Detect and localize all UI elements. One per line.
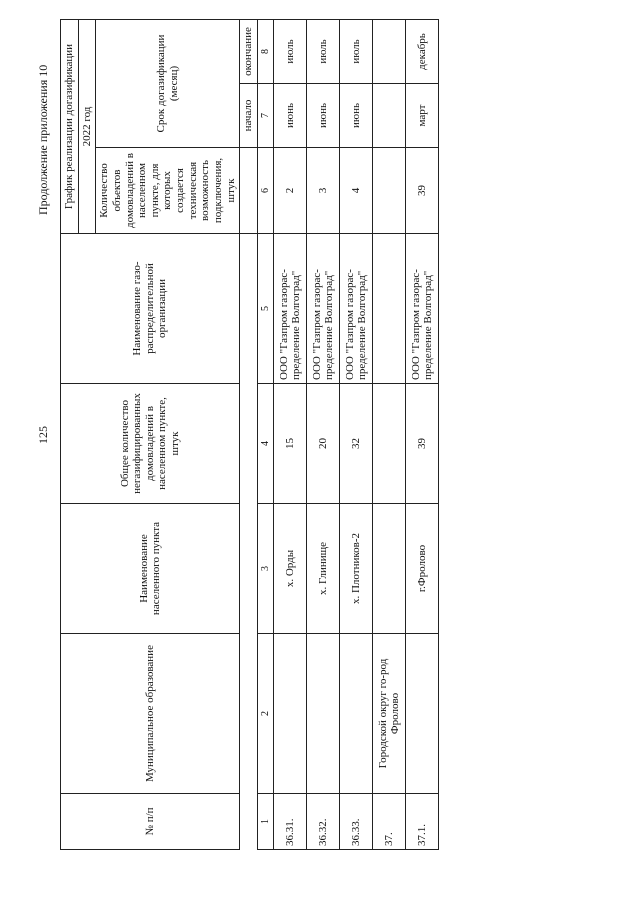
row-objects: 4 [340,148,373,234]
header-end: окончание [240,20,258,84]
row-settlement: х. Плотников-2 [340,504,373,634]
column-number: 1 [257,794,274,850]
header-total: Общее количество негазифицированных домовладений в населенном пункте, штук [61,384,240,504]
row-end: июль [307,20,340,84]
row-objects: 39 [406,148,439,234]
header-org: Наименование газо-распределительной организации [61,234,240,384]
row-start: июнь [307,84,340,148]
row-settlement: х. Глинище [307,504,340,634]
row-num: 36.32. [307,794,340,850]
continuation-heading: Продолжение приложения 10 [36,64,50,215]
row-start: июнь [274,84,307,148]
row-start [373,84,406,148]
row-start: март [406,84,439,148]
row-municipality [406,634,439,794]
column-number: 3 [257,504,274,634]
header-year: 2022 год [78,20,96,234]
row-total: 39 [406,384,439,504]
header-start: начало [240,84,258,148]
table-row [406,20,439,850]
row-settlement: х. Орды [274,504,307,634]
header-schedule: График реализации догазификации [61,20,79,234]
landscape-content [60,20,570,850]
row-org [373,234,406,384]
gasification-table [60,19,439,850]
column-number: 5 [257,234,274,384]
column-number: 8 [257,20,274,84]
column-number: 2 [257,634,274,794]
row-start: июнь [340,84,373,148]
column-number-row [257,20,274,850]
row-org: ООО "Газпром газорас-пределение Волгоград" [340,234,373,384]
column-number: 7 [257,84,274,148]
row-num: 36.31. [274,794,307,850]
row-end: июль [274,20,307,84]
row-end: декабрь [406,20,439,84]
column-number: 4 [257,384,274,504]
row-num: 37.1. [406,794,439,850]
row-objects [373,148,406,234]
row-objects: 2 [274,148,307,234]
row-settlement: г.Фролово [406,504,439,634]
row-total: 15 [274,384,307,504]
row-municipality [307,634,340,794]
column-number: 6 [257,148,274,234]
table-row [274,20,307,850]
header-objects: Количество объектов домовладений в населенном пункте, для которых создается техническая возможность подключения, штук [96,148,240,234]
row-total [373,384,406,504]
row-num: 37. [373,794,406,850]
row-org: ООО "Газпром газорас-пределение Волгоград" [307,234,340,384]
row-total: 20 [307,384,340,504]
row-num: 36.33. [340,794,373,850]
row-objects: 3 [307,148,340,234]
header-row-1 [61,20,79,850]
row-municipality [274,634,307,794]
row-total: 32 [340,384,373,504]
header-row-4 [240,20,258,850]
row-org: ООО "Газпром газорас-пределение Волгоград" [406,234,439,384]
table-row [373,20,406,850]
row-end: июль [340,20,373,84]
table-row [307,20,340,850]
row-end [373,20,406,84]
header-num: № п/п [61,794,240,850]
header-municipality: Муниципальное образование [61,634,240,794]
row-settlement [373,504,406,634]
row-municipality [340,634,373,794]
table-row [340,20,373,850]
row-municipality: Городской округ го-род Фролово [373,634,406,794]
row-org: ООО "Газпром газорас-пределение Волгоград" [274,234,307,384]
page-number: 125 [36,426,50,444]
header-settlement: Наименование населенного пункта [61,504,240,634]
header-term: Срок догазификации (месяц) [96,20,240,148]
